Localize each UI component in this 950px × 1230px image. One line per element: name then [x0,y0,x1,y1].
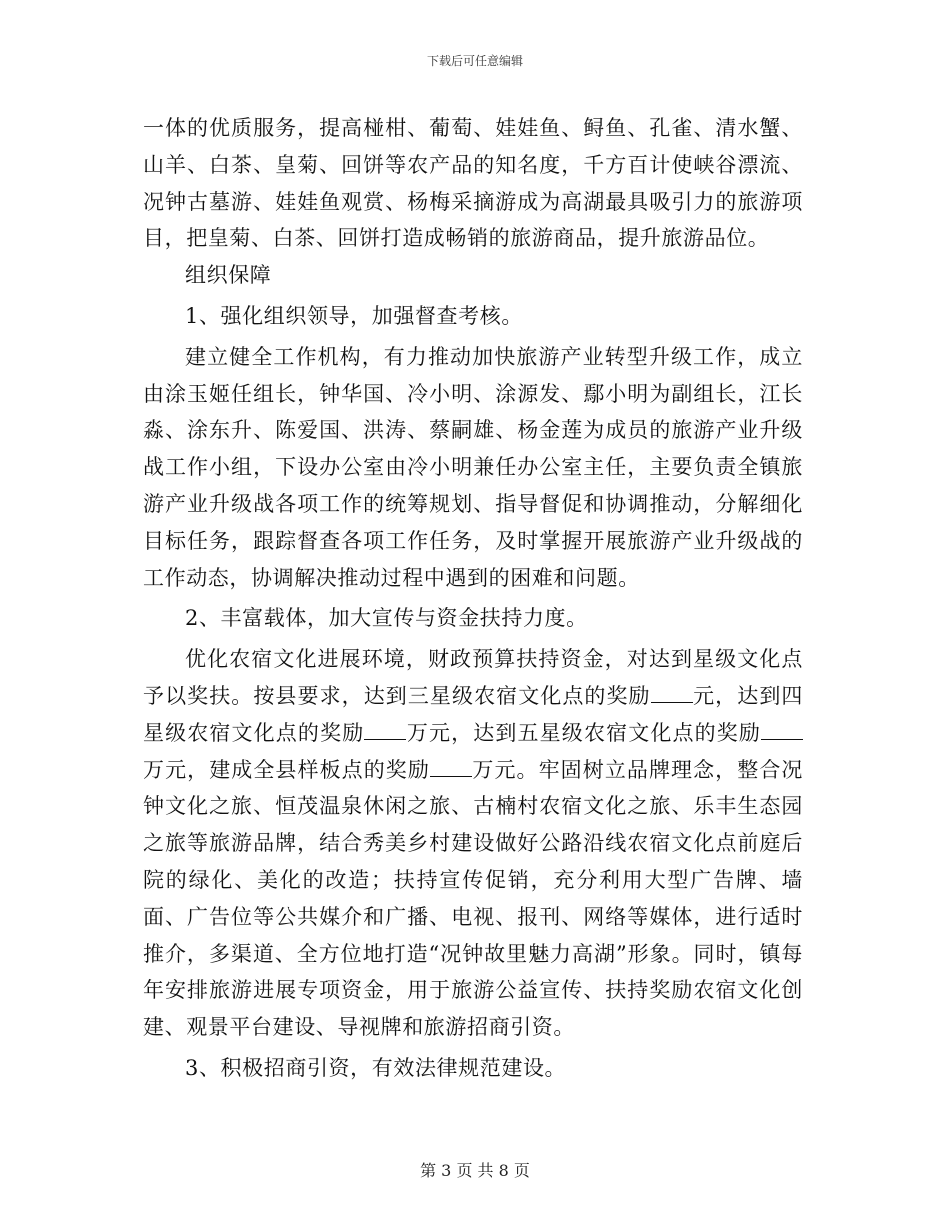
document-body [143,110,803,1091]
item2-title: 2、丰富载体，加大宣传与资金扶持力度。 [185,606,588,631]
item2-body [143,641,803,1046]
item1-body: 建立健全工作机构，有力推动加快旅游产业转型升级工作，成立由涂玉姬任组长，钟华国、冷小明、涂源发、鄢小明为副组长，江长淼、涂东升、陈爱国、洪涛、蔡嗣雄、杨金莲为成员的旅游产业升级战工作小组，下设办公室由冷小明兼任办公室主任，主要负责全镇旅游产业升级战各项工作的统筹规划、指导督促和协调推动，分解细化目标任务，跟踪督查各项工作任务，及时掌握开展旅游产业升级战的工作动态，协调解决推动过程中遇到的困难和问题。 [143,344,803,590]
item3-title: 3、积极招商引资，有效法律规范建设。 [185,1055,567,1080]
fill-blank [364,721,406,740]
paragraph-intro: 一体的优质服务，提高椪柑、葡萄、娃娃鱼、鲟鱼、孔雀、清水蟹、山羊、白茶、皇菊、回饼等农产品的知名度，千方百计使峡谷漂流、况钟古墓游、娃娃鱼观赏、杨梅采摘游成为高湖最具吸引力的旅游项目，把皇菊、白茶、回饼打造成畅销的旅游商品，提升旅游品位。 [143,116,803,251]
item2-text-1: 优化农宿文化进展环境，财政预算扶持资金，对达到星级文化点予以奖扶。按县要求，达到三星级农宿文化点的奖励 [143,647,803,708]
page-header: 下载后可任意编辑 [426,54,523,68]
fill-blank [761,721,803,740]
item2-text-4: 万元，建成全县样板点的奖励 [143,757,430,782]
item2-text-2: 元，达到四星级农宿文化点的奖励 [143,683,803,745]
item2-text-3: 万元，达到五星级农宿文化点的奖励 [406,720,762,745]
item1-title: 1、强化组织领导，加强督查考核。 [185,303,523,328]
section-title: 组织保障 [185,263,272,288]
fill-blank [651,684,693,703]
page-footer: 第 3 页 共 8 页 [420,1161,530,1180]
item2-text-5: 万元。牢固树立品牌理念，整合况钟文化之旅、恒茂温泉休闲之旅、古楠村农宿文化之旅、乐丰生态园之旅等旅游品牌，结合秀美乡村建设做好公路沿线农宿文化点前庭后院的绿化、美化的改造；扶持宣传促销，充分利用大型广告牌、墙面、广告位等公共媒介和广播、电视、报刊、网络等媒体，进行适时推介，多渠道、全方位地打造“况钟故里魅力高湖”形象。同时，镇每年安排旅游进展专项资金，用于旅游公益宣传、扶持奖励农宿文化创建、观景平台建设、导视牌和旅游招商引资。 [143,757,803,1040]
fill-blank [430,758,472,777]
